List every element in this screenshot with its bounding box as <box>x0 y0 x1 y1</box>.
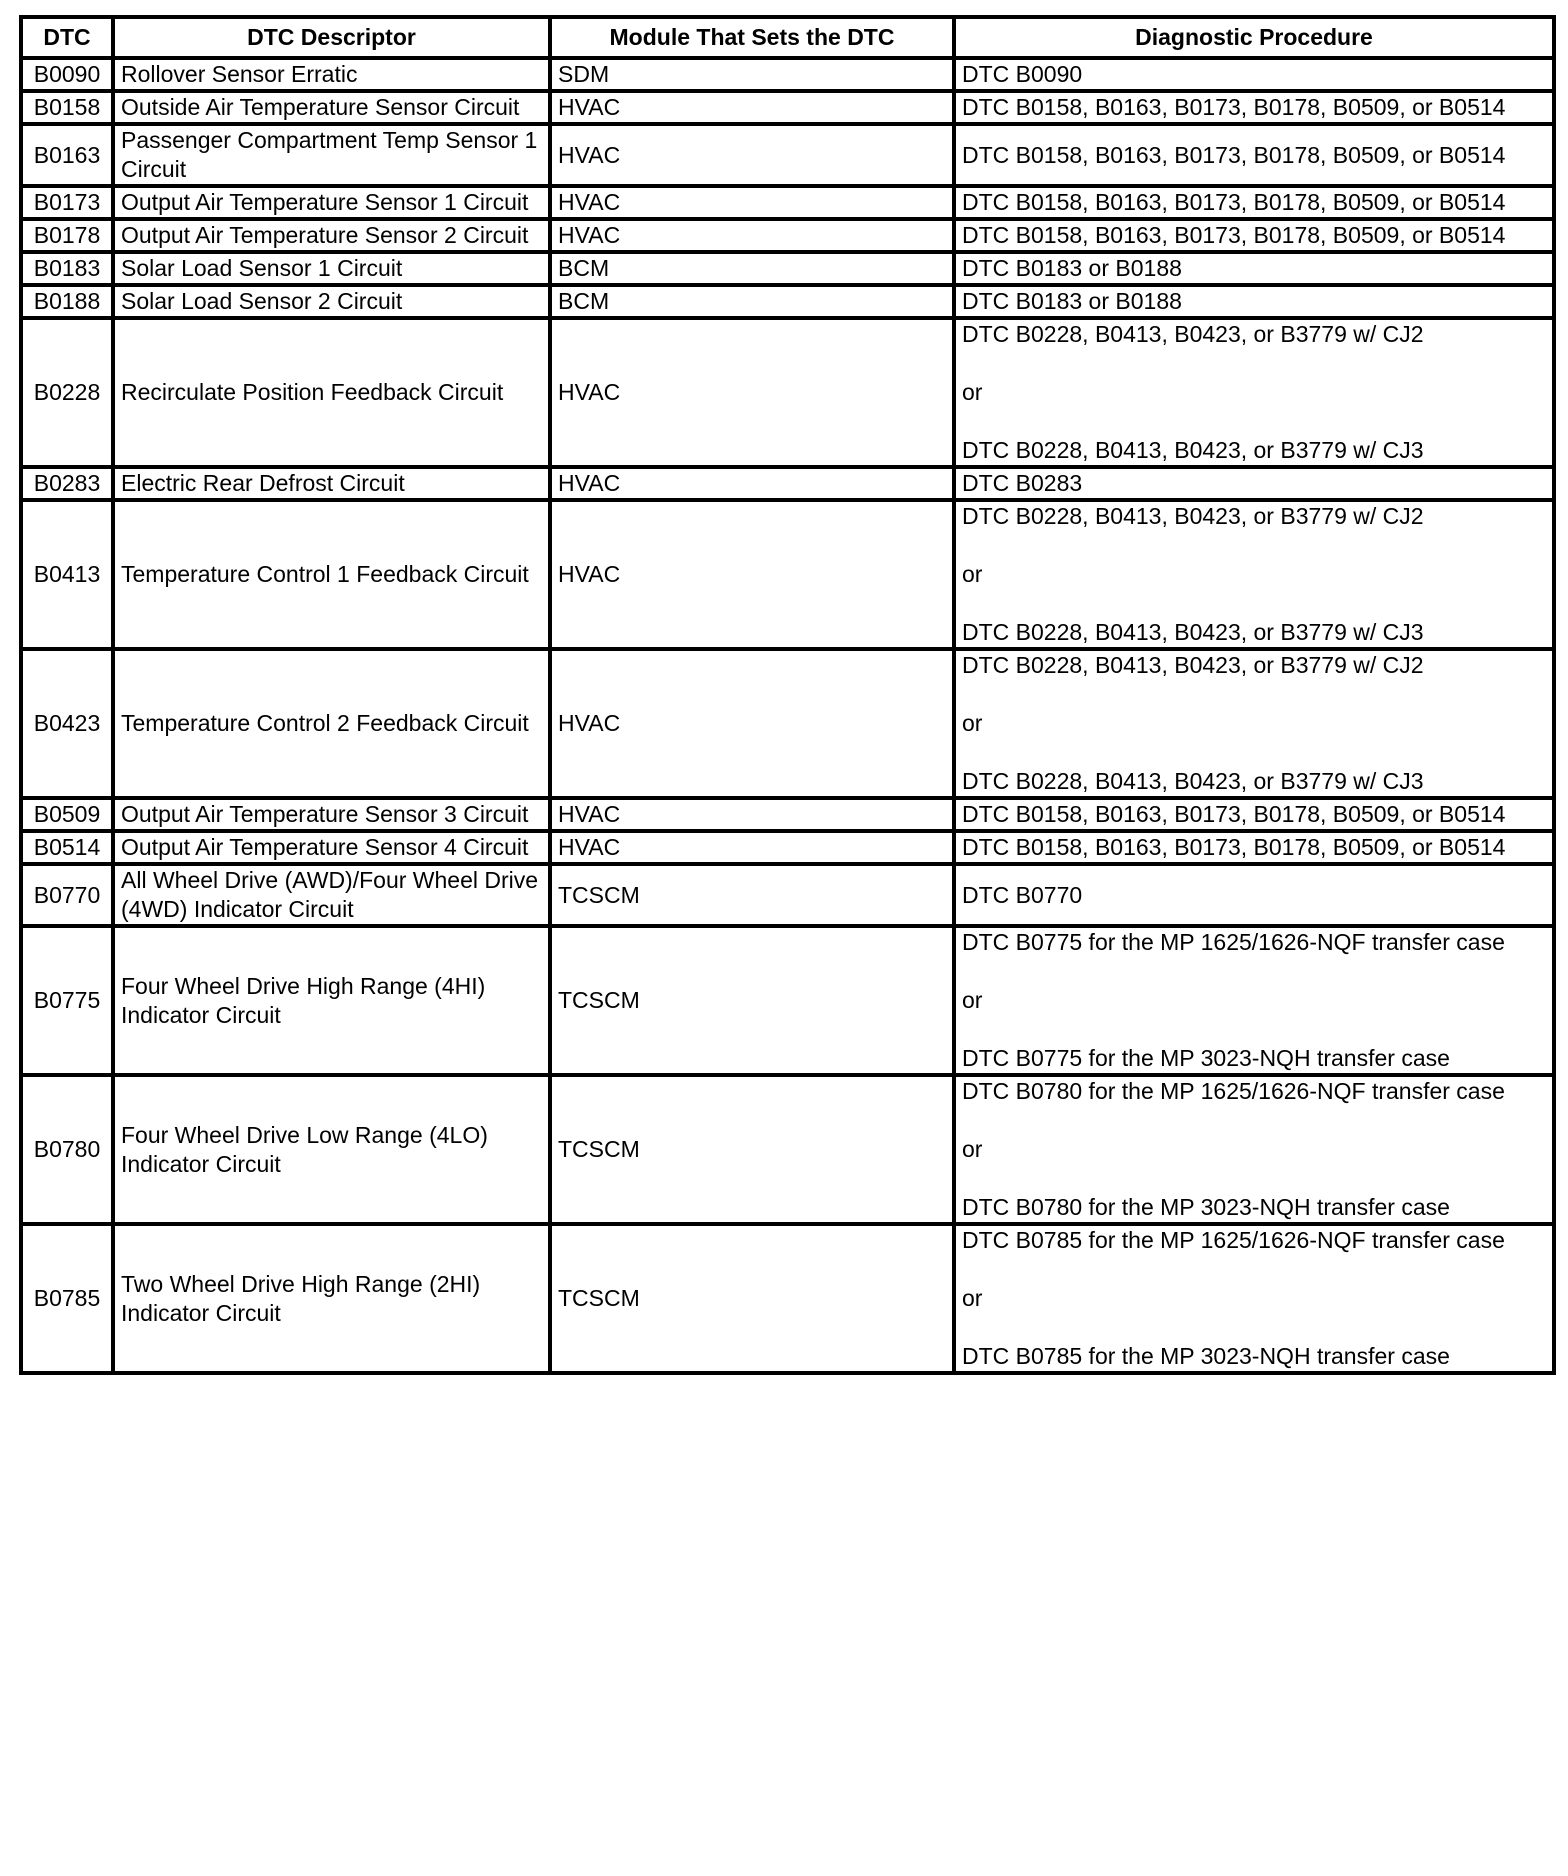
diagnostic-procedure-cell <box>954 1224 1554 1373</box>
diagnostic-procedure-cell <box>954 186 1554 219</box>
table-row <box>21 864 1554 926</box>
procedure-link[interactable]: or <box>962 1285 983 1311</box>
procedure-link[interactable]: DTC B0090 <box>962 61 1083 87</box>
dtc-descriptor-cell: Output Air Temperature Sensor 1 Circuit <box>113 186 550 219</box>
module-cell: HVAC <box>550 219 954 252</box>
module-cell: HVAC <box>550 124 954 186</box>
table-row <box>21 58 1554 91</box>
table-row <box>21 219 1554 252</box>
module-cell: HVAC <box>550 649 954 798</box>
dtc-descriptor-cell: Passenger Compartment Temp Sensor 1 Circuit <box>113 124 550 186</box>
table-row <box>21 467 1554 500</box>
module-cell: BCM <box>550 252 954 285</box>
module-cell: HVAC <box>550 500 954 649</box>
procedure-link[interactable]: DTC B0158, B0163, B0173, B0178, B0509, or B0514 <box>962 222 1506 248</box>
line-gap <box>962 407 1546 436</box>
dtc-descriptor-cell: Two Wheel Drive High Range (2HI) Indicator Circuit <box>113 1224 550 1373</box>
procedure-link[interactable]: or <box>962 561 983 587</box>
dtc-code-cell: B0228 <box>21 318 113 467</box>
table-row <box>21 500 1554 649</box>
table-header-row <box>21 17 1554 58</box>
module-cell: BCM <box>550 285 954 318</box>
dtc-code-cell: B0785 <box>21 1224 113 1373</box>
dtc-descriptor-cell: Electric Rear Defrost Circuit <box>113 467 550 500</box>
dtc-descriptor-cell: Recirculate Position Feedback Circuit <box>113 318 550 467</box>
diagnostic-procedure-cell <box>954 252 1554 285</box>
table-row <box>21 831 1554 864</box>
procedure-link[interactable]: DTC B0158, B0163, B0173, B0178, B0509, or B0514 <box>962 94 1506 120</box>
dtc-code-cell: B0283 <box>21 467 113 500</box>
dtc-descriptor-cell: Output Air Temperature Sensor 3 Circuit <box>113 798 550 831</box>
procedure-link[interactable]: or <box>962 1136 983 1162</box>
table-row <box>21 252 1554 285</box>
module-cell: TCSCM <box>550 1075 954 1224</box>
diagnostic-procedure-cell <box>954 219 1554 252</box>
dtc-code-cell: B0163 <box>21 124 113 186</box>
module-cell: HVAC <box>550 798 954 831</box>
module-cell: HVAC <box>550 186 954 219</box>
module-cell: TCSCM <box>550 1224 954 1373</box>
dtc-descriptor-cell: Rollover Sensor Erratic <box>113 58 550 91</box>
procedure-link[interactable]: DTC B0785 for the MP 1625/1626-NQF transfer case <box>962 1227 1505 1253</box>
dtc-code-cell: B0780 <box>21 1075 113 1224</box>
table-row <box>21 285 1554 318</box>
dtc-descriptor-cell: Temperature Control 1 Feedback Circuit <box>113 500 550 649</box>
dtc-code-cell: B0090 <box>21 58 113 91</box>
procedure-link[interactable]: DTC B0158, B0163, B0173, B0178, B0509, or B0514 <box>962 189 1506 215</box>
procedure-link[interactable]: DTC B0775 for the MP 1625/1626-NQF transfer case <box>962 929 1505 955</box>
module-cell: HVAC <box>550 91 954 124</box>
dtc-code-cell: B0775 <box>21 926 113 1075</box>
diagnostic-procedure-cell <box>954 285 1554 318</box>
table-row <box>21 1224 1554 1373</box>
module-cell: TCSCM <box>550 864 954 926</box>
procedure-link[interactable]: DTC B0283 <box>962 470 1083 496</box>
line-gap <box>962 680 1546 709</box>
procedure-link[interactable]: or <box>962 987 983 1013</box>
dtc-descriptor-cell: Four Wheel Drive Low Range (4LO) Indicator Circuit <box>113 1075 550 1224</box>
table-row <box>21 798 1554 831</box>
table-body <box>21 58 1554 1373</box>
dtc-code-cell: B0183 <box>21 252 113 285</box>
diagnostic-procedure-cell <box>954 91 1554 124</box>
table-row <box>21 91 1554 124</box>
line-gap <box>962 957 1546 986</box>
dtc-code-cell: B0158 <box>21 91 113 124</box>
procedure-link[interactable]: DTC B0183 or B0188 <box>962 255 1182 281</box>
procedure-link[interactable]: DTC B0158, B0163, B0173, B0178, B0509, or B0514 <box>962 801 1506 827</box>
diagnostic-procedure-cell <box>954 124 1554 186</box>
procedure-link[interactable]: DTC B0780 for the MP 1625/1626-NQF transfer case <box>962 1078 1505 1104</box>
module-cell: TCSCM <box>550 926 954 1075</box>
diagnostic-procedure-cell <box>954 1075 1554 1224</box>
dtc-descriptor-cell: Outside Air Temperature Sensor Circuit <box>113 91 550 124</box>
table-row <box>21 124 1554 186</box>
procedure-link[interactable]: DTC B0228, B0413, B0423, or B3779 w/ CJ3 <box>962 768 1424 794</box>
diagnostic-procedure-cell <box>954 649 1554 798</box>
diagnostic-procedure-cell <box>954 467 1554 500</box>
table-row <box>21 926 1554 1075</box>
dtc-code-cell: B0188 <box>21 285 113 318</box>
dtc-code-cell: B0423 <box>21 649 113 798</box>
procedure-link[interactable]: DTC B0770 <box>962 881 1083 908</box>
dtc-descriptor-cell: Four Wheel Drive High Range (4HI) Indicator Circuit <box>113 926 550 1075</box>
table-row <box>21 1075 1554 1224</box>
line-gap <box>962 1015 1546 1044</box>
procedure-link[interactable]: DTC B0228, B0413, B0423, or B3779 w/ CJ3 <box>962 619 1424 645</box>
line-gap <box>962 1164 1546 1193</box>
line-gap <box>962 589 1546 618</box>
table-row <box>21 186 1554 219</box>
procedure-link[interactable]: DTC B0228, B0413, B0423, or B3779 w/ CJ2 <box>962 503 1424 529</box>
dtc-descriptor-cell: Output Air Temperature Sensor 4 Circuit <box>113 831 550 864</box>
dtc-code-cell: B0413 <box>21 500 113 649</box>
module-cell: HVAC <box>550 318 954 467</box>
header-module: Module That Sets the DTC <box>550 17 954 58</box>
module-cell: HVAC <box>550 467 954 500</box>
diagnostic-procedure-cell <box>954 831 1554 864</box>
diagnostic-procedure-cell <box>954 318 1554 467</box>
dtc-code-cell: B0514 <box>21 831 113 864</box>
dtc-descriptor-cell: Solar Load Sensor 1 Circuit <box>113 252 550 285</box>
dtc-code-cell: B0178 <box>21 219 113 252</box>
diagnostic-procedure-cell <box>954 864 1554 926</box>
line-gap <box>962 1106 1546 1135</box>
procedure-link[interactable]: DTC B0158, B0163, B0173, B0178, B0509, or B0514 <box>962 141 1506 168</box>
procedure-link[interactable]: DTC B0228, B0413, B0423, or B3779 w/ CJ2 <box>962 321 1424 347</box>
module-cell: SDM <box>550 58 954 91</box>
line-gap <box>962 531 1546 560</box>
dtc-code-cell: B0770 <box>21 864 113 926</box>
diagnostic-procedure-cell <box>954 926 1554 1075</box>
procedure-link[interactable]: DTC B0183 or B0188 <box>962 288 1182 314</box>
procedure-link[interactable]: DTC B0228, B0413, B0423, or B3779 w/ CJ3 <box>962 437 1424 463</box>
procedure-link[interactable]: or <box>962 710 983 736</box>
header-dtc: DTC <box>21 17 113 58</box>
dtc-code-cell: B0509 <box>21 798 113 831</box>
line-gap <box>962 738 1546 767</box>
procedure-link[interactable]: DTC B0158, B0163, B0173, B0178, B0509, or B0514 <box>962 834 1506 860</box>
line-gap <box>962 349 1546 378</box>
procedure-link[interactable]: or <box>962 379 983 405</box>
header-diagnostic-procedure: Diagnostic Procedure <box>954 17 1554 58</box>
dtc-descriptor-cell: All Wheel Drive (AWD)/Four Wheel Drive (4WD) Indicator Circuit <box>113 864 550 926</box>
table-row <box>21 318 1554 467</box>
table-row <box>21 649 1554 798</box>
line-gap <box>962 1313 1546 1342</box>
dtc-table <box>19 15 1556 1375</box>
procedure-link[interactable]: DTC B0785 for the MP 3023-NQH transfer case <box>962 1343 1450 1369</box>
module-cell: HVAC <box>550 831 954 864</box>
dtc-descriptor-cell: Output Air Temperature Sensor 2 Circuit <box>113 219 550 252</box>
header-dtc-descriptor: DTC Descriptor <box>113 17 550 58</box>
diagnostic-procedure-cell <box>954 58 1554 91</box>
dtc-code-cell: B0173 <box>21 186 113 219</box>
procedure-link[interactable]: DTC B0780 for the MP 3023-NQH transfer case <box>962 1194 1450 1220</box>
diagnostic-procedure-cell <box>954 798 1554 831</box>
procedure-link[interactable]: DTC B0775 for the MP 3023-NQH transfer case <box>962 1045 1450 1071</box>
dtc-descriptor-cell: Temperature Control 2 Feedback Circuit <box>113 649 550 798</box>
line-gap <box>962 1255 1546 1284</box>
diagnostic-procedure-cell <box>954 500 1554 649</box>
procedure-link[interactable]: DTC B0228, B0413, B0423, or B3779 w/ CJ2 <box>962 652 1424 678</box>
dtc-descriptor-cell: Solar Load Sensor 2 Circuit <box>113 285 550 318</box>
